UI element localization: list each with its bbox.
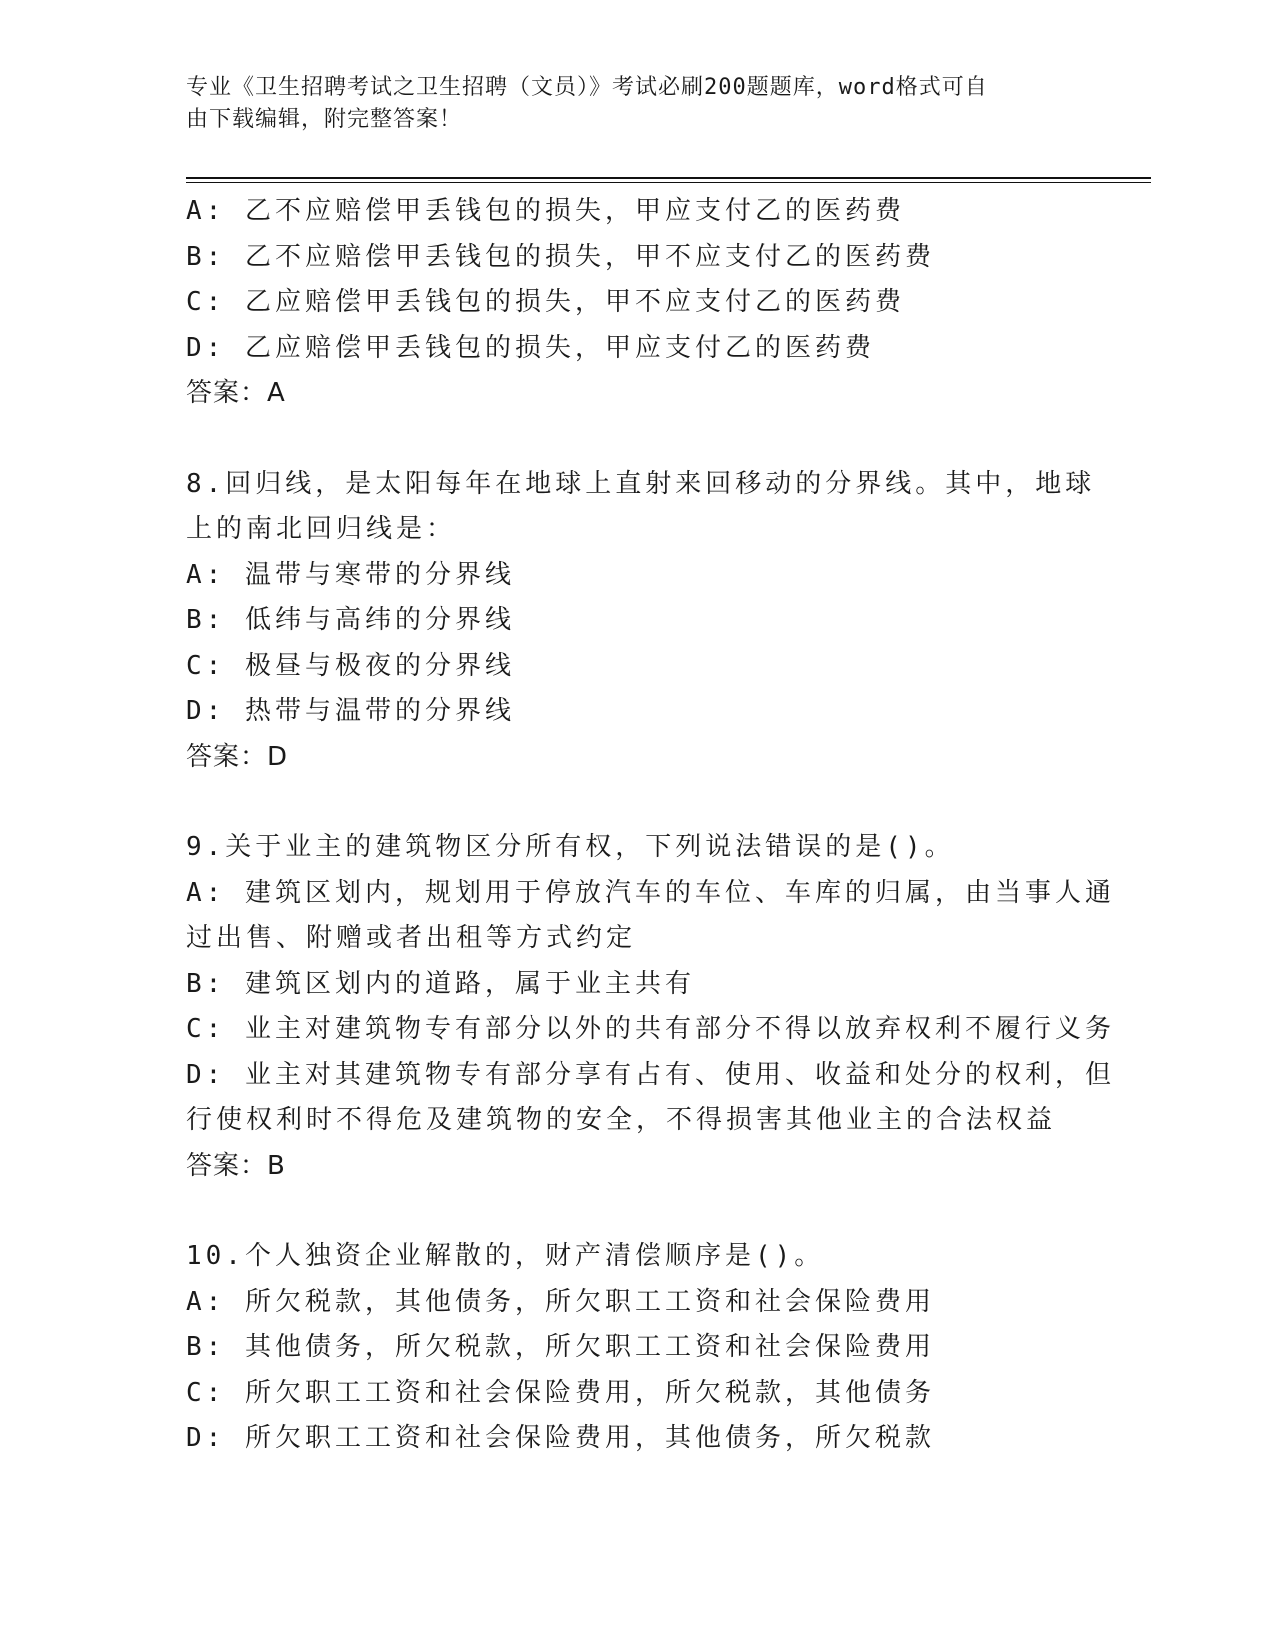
question-9-option-c: C: 业主对建筑物专有部分以外的共有部分不得以放弃权利不履行义务: [186, 1014, 1115, 1044]
question-7-option-b: B: 乙不应赔偿甲丢钱包的损失，甲不应支付乙的医药费: [186, 241, 935, 272]
question-9: [186, 825, 1115, 1189]
question-8: [186, 462, 1096, 781]
question-10-option-a: A: 所欠税款，其他债务，所欠职工工资和社会保险费用: [186, 1286, 935, 1317]
question-9-option-d-line-1: D: 业主对其建筑物专有部分享有占有、使用、收益和处分的权利，但: [186, 1059, 1115, 1090]
spacer: [186, 1189, 1076, 1234]
question-8-option-b: B: 低纬与高纬的分界线: [186, 605, 515, 635]
question-8-answer: 答案：D: [186, 741, 289, 772]
question-9-answer: 答案：B: [186, 1150, 286, 1181]
question-7: [186, 189, 1076, 417]
question-9-option-d-line-2: 行使权利时不得危及建筑物的安全，不得损害其他业主的合法权益: [186, 1105, 1057, 1135]
header-line-1: 专业《卫生招聘考试之卫生招聘（文员）》考试必刷200题题库，word格式可自: [186, 75, 988, 100]
header-divider: [186, 177, 1151, 183]
question-9-option-a-line-1: A: 建筑区划内，规划用于停放汽车的车位、车库的归属，由当事人通: [186, 877, 1115, 908]
spacer: [186, 417, 1076, 462]
question-9-option-b: B: 建筑区划内的道路，属于业主共有: [186, 968, 695, 999]
question-10-stem: 10.个人独资企业解散的，财产清偿顺序是()。: [186, 1241, 825, 1271]
question-7-option-c: C: 乙应赔偿甲丢钱包的损失，甲不应支付乙的医药费: [186, 287, 905, 317]
question-8-option-a: A: 温带与寒带的分界线: [186, 559, 515, 590]
question-7-option-a: A: 乙不应赔偿甲丢钱包的损失，甲应支付乙的医药费: [186, 196, 905, 226]
header-line-2: 由下载编辑，附完整答案！: [186, 107, 463, 132]
question-7-option-d: D: 乙应赔偿甲丢钱包的损失，甲应支付乙的医药费: [186, 332, 875, 363]
question-10: [186, 1234, 1076, 1462]
question-8-option-c: C: 极昼与极夜的分界线: [186, 650, 515, 681]
spacer: [186, 780, 1076, 825]
question-list: [186, 189, 1115, 1462]
document-header: [186, 72, 1066, 136]
question-8-option-d: D: 热带与温带的分界线: [186, 696, 515, 726]
question-9-stem: 9.关于业主的建筑物区分所有权，下列说法错误的是()。: [186, 832, 955, 862]
question-10-option-b: B: 其他债务，所欠税款，所欠职工工资和社会保险费用: [186, 1332, 935, 1362]
question-8-stem-line-1: 8.回归线，是太阳每年在地球上直射来回移动的分界线。其中，地球: [186, 468, 1096, 499]
question-10-option-d: D: 所欠职工工资和社会保险费用，其他债务，所欠税款: [186, 1423, 935, 1453]
question-9-option-a-line-2: 过出售、附赠或者出租等方式约定: [186, 923, 637, 953]
question-10-option-c: C: 所欠职工工资和社会保险费用，所欠税款，其他债务: [186, 1377, 935, 1408]
question-7-answer: 答案：A: [186, 378, 286, 408]
question-8-stem-line-2: 上的南北回归线是：: [186, 514, 457, 544]
